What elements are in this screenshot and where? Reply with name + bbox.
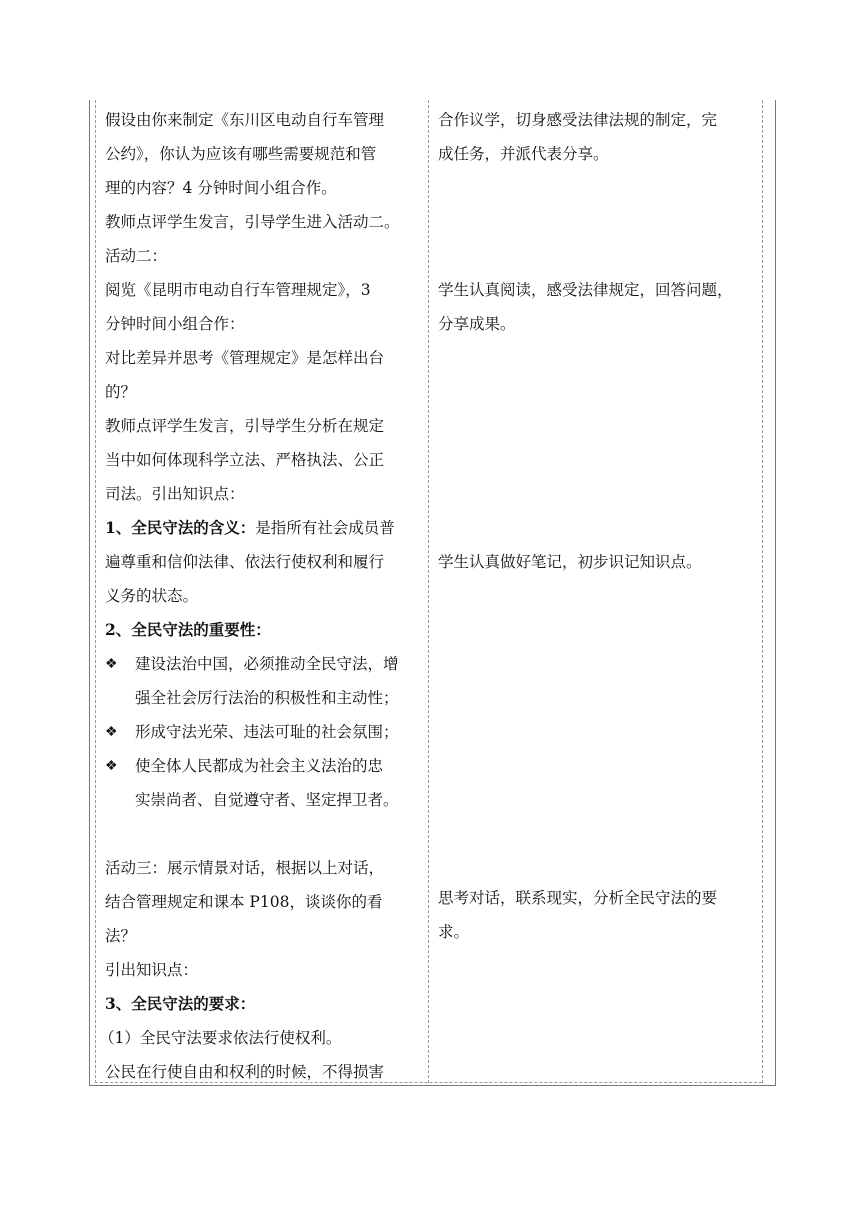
paragraph-line: 学生认真阅读，感受法律规定，回答问题， [438, 281, 733, 299]
diamond-bullet-icon: ❖ [105, 758, 118, 774]
bullet-item-line: 实崇尚者、自觉遵守者、坚定捍卫者。 [135, 791, 399, 809]
knowledge-point-1 [105, 518, 395, 538]
table-column-divider [428, 100, 429, 1083]
bullet-item-line: 强全社会厉行法治的积极性和主动性； [135, 689, 399, 707]
paragraph-line: 教师点评学生发言，引导学生分析在规定 [105, 417, 385, 435]
knowledge-point-title: 1、全民守法的含义： [105, 518, 256, 537]
paragraph-line: 当中如何体现科学立法、严格执法、公正 [105, 451, 385, 469]
paragraph-line: 分钟时间小组合作： [105, 315, 245, 333]
paragraph-line: 分享成果。 [438, 315, 516, 333]
bullet-item-line: 形成守法光荣、违法可耻的社会氛围； [135, 723, 399, 741]
paragraph-line: 阅览《昆明市电动自行车管理规定》，3 [105, 281, 371, 299]
diamond-bullet-icon: ❖ [105, 724, 118, 740]
table-inner-right-border [762, 100, 763, 1083]
paragraph-line: 司法。引出知识点： [105, 485, 245, 503]
paragraph-line: 成任务，并派代表分享。 [438, 145, 609, 163]
paragraph-line: 合作议学，切身感受法律法规的制定，完 [438, 111, 718, 129]
bullet-item-line: 使全体人民都成为社会主义法治的忠 [135, 757, 384, 775]
paragraph-line: 理的内容？4 分钟时间小组合作。 [105, 179, 337, 197]
sub-point-line: （1）全民守法要求依法行使权利。 [99, 1029, 342, 1047]
paragraph-line: 假设由你来制定《东川区电动自行车管理 [105, 111, 385, 129]
knowledge-point-2-title: 2、全民守法的重要性： [105, 620, 271, 639]
paragraph-line: 对比差异并思考《管理规定》是怎样出台 [105, 349, 385, 367]
diamond-bullet-icon: ❖ [105, 656, 118, 672]
paragraph-line: 结合管理规定和课本 P108，谈谈你的看 [105, 893, 383, 911]
paragraph-line: 学生认真做好笔记，初步识记知识点。 [438, 553, 702, 571]
paragraph-line: 思考对话，联系现实，分析全民守法的要 [438, 889, 718, 907]
paragraph-line: 公民在行使自由和权利的时候，不得损害 [105, 1063, 385, 1081]
paragraph-line: 义务的状态。 [105, 587, 199, 605]
paragraph-line: 法？ [105, 927, 137, 945]
paragraph-line: 的？ [105, 383, 137, 401]
paragraph-line: 求。 [438, 923, 470, 941]
table-inner-bottom-border [95, 1082, 762, 1083]
paragraph-line: 遍尊重和信仰法律、依法行使权利和履行 [105, 553, 385, 571]
bullet-item-line: 建设法治中国，必须推动全民守法，增 [135, 655, 399, 673]
activity-heading: 活动二： [105, 247, 168, 265]
knowledge-point-text: 是指所有社会成员普 [255, 519, 395, 537]
paragraph-line: 教师点评学生发言，引导学生进入活动二。 [105, 213, 400, 231]
paragraph-line: 活动三：展示情景对话，根据以上对话， [105, 859, 385, 877]
knowledge-point-3-title: 3、全民守法的要求： [105, 994, 256, 1013]
table-inner-left-border [95, 100, 96, 1083]
paragraph-line: 引出知识点： [105, 961, 199, 979]
paragraph-line: 公约》，你认为应该有哪些需要规范和管 [105, 145, 377, 163]
